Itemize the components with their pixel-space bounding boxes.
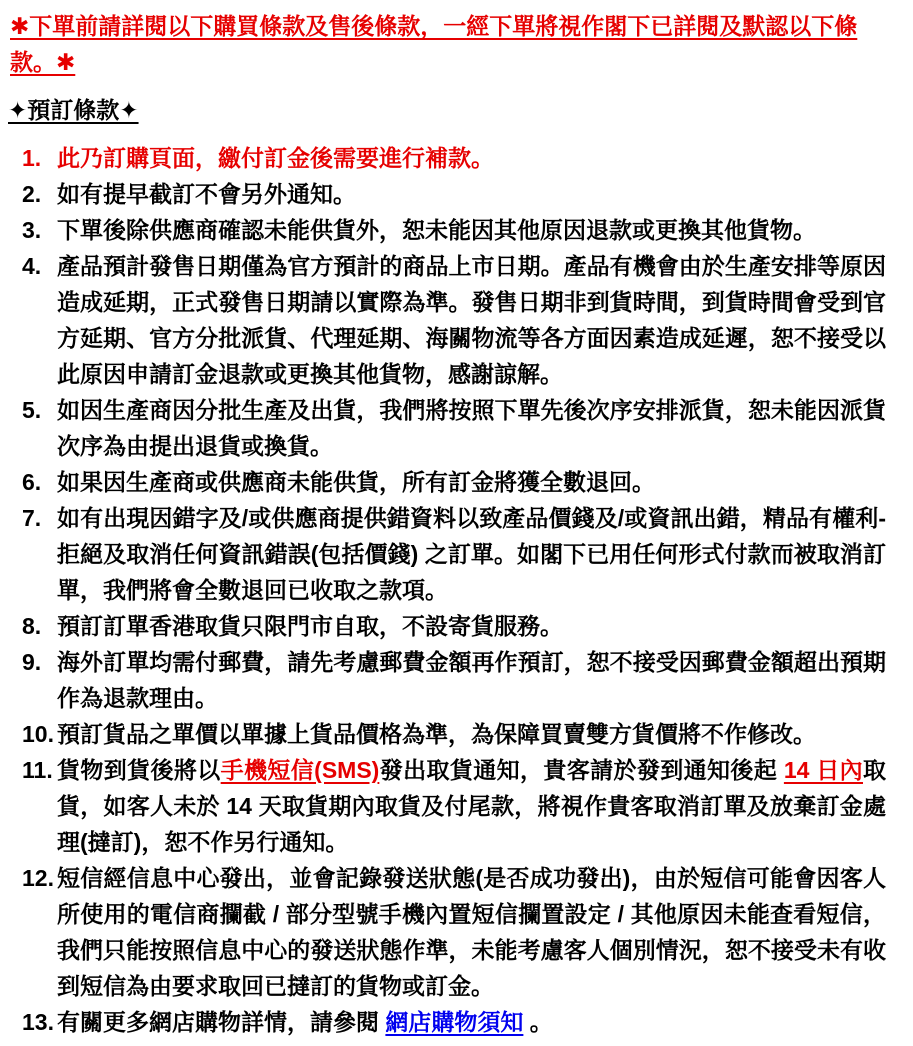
term-text-segment: 手機短信(SMS)	[220, 757, 380, 783]
term-number: 13.	[22, 1009, 54, 1035]
term-item	[0, 248, 913, 392]
term-item	[0, 176, 913, 212]
term-text	[57, 757, 886, 855]
term-text	[57, 217, 816, 243]
purchase-terms-warning: ✱下單前請詳閱以下購買條款及售後條款，一經下單將視作閣下已詳閱及默認以下條款。✱	[10, 13, 858, 75]
term-item	[0, 212, 913, 248]
term-text-segment: 下單後除供應商確認未能供貨外，恕未能因其他原因退款或更換其他貨物。	[57, 217, 816, 243]
term-text-segment: 如有出現因錯字及/或供應商提供錯資料以致產品價錢及/或資訊出錯，精品有權利-拒絕及取消任何資訊錯誤(包括價錢) 之訂單。如閣下已用任何形式付款而被取消訂單，我們將會全數退回已收取之款項。	[57, 505, 886, 603]
term-text-segment: 如果因生產商或供應商未能供貨，所有訂金將獲全數退回。	[57, 469, 655, 495]
term-number: 1.	[22, 145, 42, 171]
term-number: 4.	[22, 253, 42, 279]
term-number: 11.	[22, 757, 53, 783]
term-text-segment: 預訂訂單香港取貨只限門市自取，不設寄貨服務。	[57, 613, 563, 639]
term-text	[57, 613, 563, 639]
term-number: 8.	[22, 613, 42, 639]
term-text-segment: 此乃訂購頁面，繳付訂金後需要進行補款。	[57, 145, 494, 171]
term-text-segment: 預訂貨品之單價以單據上貨品價格為準，為保障買賣雙方貨價將不作修改。	[57, 721, 816, 747]
term-number: 9.	[22, 649, 42, 675]
term-item	[0, 644, 913, 716]
term-text	[57, 253, 886, 387]
term-item	[0, 716, 913, 752]
term-number: 3.	[22, 217, 42, 243]
term-text	[57, 505, 886, 603]
term-number: 10.	[22, 721, 54, 747]
term-text-segment: 有關更多網店購物詳情，請參閱	[57, 1009, 386, 1035]
link-shop-purchase-notice[interactable]: 網店購物須知	[385, 1009, 524, 1035]
term-text-segment: 貨物到貨後將以	[57, 757, 221, 783]
term-item	[0, 140, 913, 176]
term-item	[0, 500, 913, 608]
term-text-segment: 取貨，如客人未於 14 天取貨期內取貨及付尾款，將視作貴客取消訂單及放棄訂金處理(撻訂)，恕不作另行通知。	[57, 757, 886, 855]
term-text	[57, 865, 886, 999]
term-item	[0, 752, 913, 860]
term-number: 5.	[22, 397, 42, 423]
term-text-segment: 產品預計發售日期僅為官方預計的商品上市日期。產品有機會由於生產安排等原因造成延期，正式發售日期請以實際為準。發售日期非到貨時間，到貨時間會受到官方延期、官方分批派貨、代理延期、海關物流等各方面因素造成延遲，恕不接受以此原因申請訂金退款或更換其他貨物，感謝諒解。	[57, 253, 886, 387]
term-text	[57, 1009, 553, 1035]
term-text	[57, 721, 816, 747]
term-number: 12.	[22, 865, 54, 891]
term-text	[57, 145, 494, 171]
term-number: 6.	[22, 469, 42, 495]
term-item	[0, 464, 913, 500]
term-text	[57, 397, 886, 459]
term-number: 7.	[22, 505, 42, 531]
term-text-segment: 海外訂單均需付郵費，請先考慮郵費金額再作預訂，恕不接受因郵費金額超出預期作為退款理由。	[57, 649, 886, 711]
term-item	[0, 860, 913, 1004]
term-item	[0, 392, 913, 464]
term-text-segment: 如有提早截訂不會另外通知。	[57, 181, 356, 207]
term-text	[57, 181, 356, 207]
term-text-segment: 短信經信息中心發出，並會記錄發送狀態(是否成功發出)，由於短信可能會因客人所使用的電信商攔截 / 部分型號手機內置短信攔置設定 / 其他原因未能查看短信，我們只能按照信息中心的發送狀態作準，未能考慮客人個別情況，恕不接受未有收到短信為由要求取回已撻訂的貨物或訂金。	[57, 865, 886, 999]
term-text	[57, 469, 655, 495]
preorder-terms-title: ✦預訂條款✦	[8, 97, 139, 123]
term-item	[0, 1004, 913, 1040]
term-text-segment: 14 日內	[783, 757, 863, 783]
term-item	[0, 608, 913, 644]
terms-list	[0, 140, 913, 1040]
term-text-segment: 。	[523, 1009, 553, 1035]
term-text-segment: 如因生產商因分批生產及出貨，我們將按照下單先後次序安排派貨，恕未能因派貨次序為由提出退貨或換貨。	[57, 397, 886, 459]
term-text-segment: 發出取貨通知，貴客請於發到通知後起	[379, 757, 784, 783]
term-text	[57, 649, 886, 711]
term-number: 2.	[22, 181, 42, 207]
